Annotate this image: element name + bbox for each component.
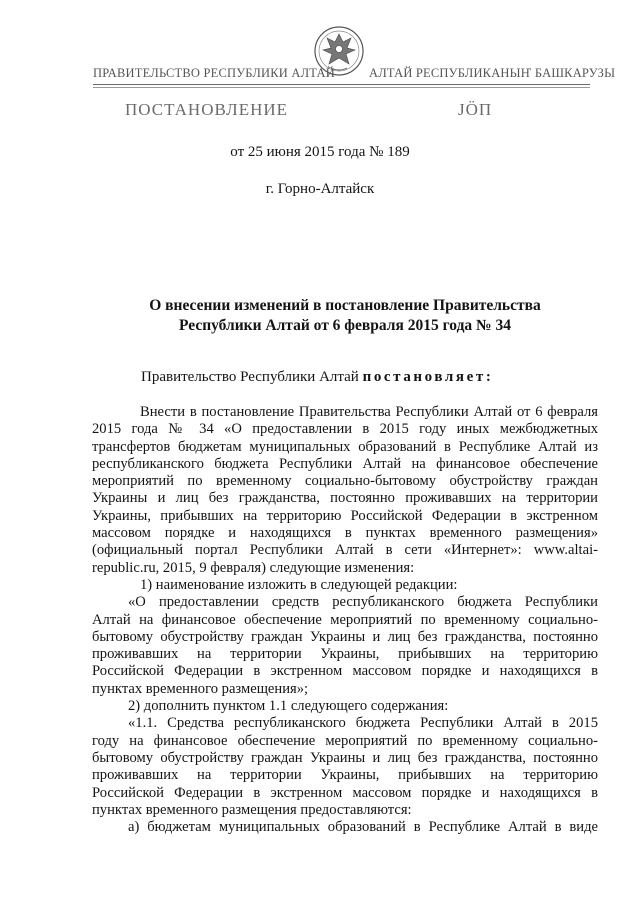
list-item-a: а) бюджетам муниципальных образований в Республике Алтай в виде: [128, 819, 598, 836]
header-org-right: АЛТАЙ РЕСПУБЛИКАНЫҤ БАШКАРУЗЫ: [369, 66, 616, 80]
preamble-emphasis: постановляет:: [362, 369, 494, 385]
doc-type-alt: JÖП: [458, 100, 493, 119]
text-line: мероприятий по временному социально-бытовому обустройству граждан: [92, 473, 598, 490]
text-line: массовом порядке и находящихся в пунктах временного размещения»: [92, 525, 598, 542]
header-rule-thin: [93, 87, 590, 88]
text-line: Внести в постановление Правительства Республики Алтай от 6 февраля: [140, 404, 598, 420]
doc-type-ru: ПОСТАНОВЛЕНИЕ: [125, 100, 289, 119]
text-line: republic.ru, 2015, 9 февраля) следующие изменения:: [92, 559, 415, 576]
text-line: «1.1. Средства республиканского бюджета Республики Алтай в 2015: [128, 715, 598, 732]
text-line: пунктах временного размещения предоставляются:: [92, 801, 412, 818]
text-line: Алтай на финансовое обеспечение мероприятий по временному социально-: [92, 611, 598, 628]
text-line: бытовому обустройству граждан Украины и лиц без гражданства, постоянно: [92, 749, 598, 766]
date-line: от 25 июня 2015 года № 189: [230, 144, 410, 160]
preamble: [141, 369, 493, 386]
header-rule: [93, 84, 590, 85]
header-org-left: ПРАВИТЕЛЬСТВО РЕСПУБЛИКИ АЛТАЙ: [93, 66, 335, 80]
paragraph-amend: [92, 404, 598, 836]
text-line: пунктах временного размещения»;: [92, 680, 309, 697]
list-item-1: 1) наименование изложить в следующей редакции:: [140, 576, 458, 593]
text-line: Российской Федерации в экстренном массовом порядке и находящихся в: [92, 784, 598, 801]
document-title: [90, 296, 600, 336]
text-line: 2015 года № 34 «О предоставлении в 2015 году иных межбюджетных: [92, 421, 598, 438]
text-line: Украины, прибывших на территорию Российской Федерации в экстренном: [92, 507, 598, 524]
text-line: трансфертов бюджетам муниципальных образований в Республике Алтай из: [92, 438, 598, 455]
text-line: бытовому обустройству граждан Украины и лиц без гражданства, постоянно: [92, 628, 598, 645]
text-line: республиканского бюджета Республики Алтай на финансовое обеспечение: [92, 455, 598, 472]
text-line: (официальный портал Республики Алтай в сети «Интернет»: www.altai-: [92, 542, 598, 559]
text-line: году на финансовое обеспечение мероприятий по временному социально-: [92, 732, 598, 749]
text-line: «О предоставлении средств республиканского бюджета Республики: [128, 594, 598, 611]
list-item-2: 2) дополнить пунктом 1.1 следующего содержания:: [128, 698, 449, 715]
preamble-text: Правительство Республики Алтай: [141, 369, 359, 385]
text-line: Российской Федерации в экстренном массовом порядке и находящихся в: [92, 663, 598, 680]
title-line-2: Республики Алтай от 6 февраля 2015 года № 34: [178, 317, 511, 334]
text-line: проживавших на территории Украины, прибывших на территорию: [92, 767, 598, 784]
city: г. Горно-Алтайск: [265, 181, 375, 197]
text-line: Украины и лиц без гражданства, постоянно проживавших на территории: [92, 490, 598, 507]
text-line: проживавших на территории Украины, прибывших на территорию: [92, 646, 598, 663]
title-line-1: О внесении изменений в постановление Правительства: [149, 297, 541, 314]
